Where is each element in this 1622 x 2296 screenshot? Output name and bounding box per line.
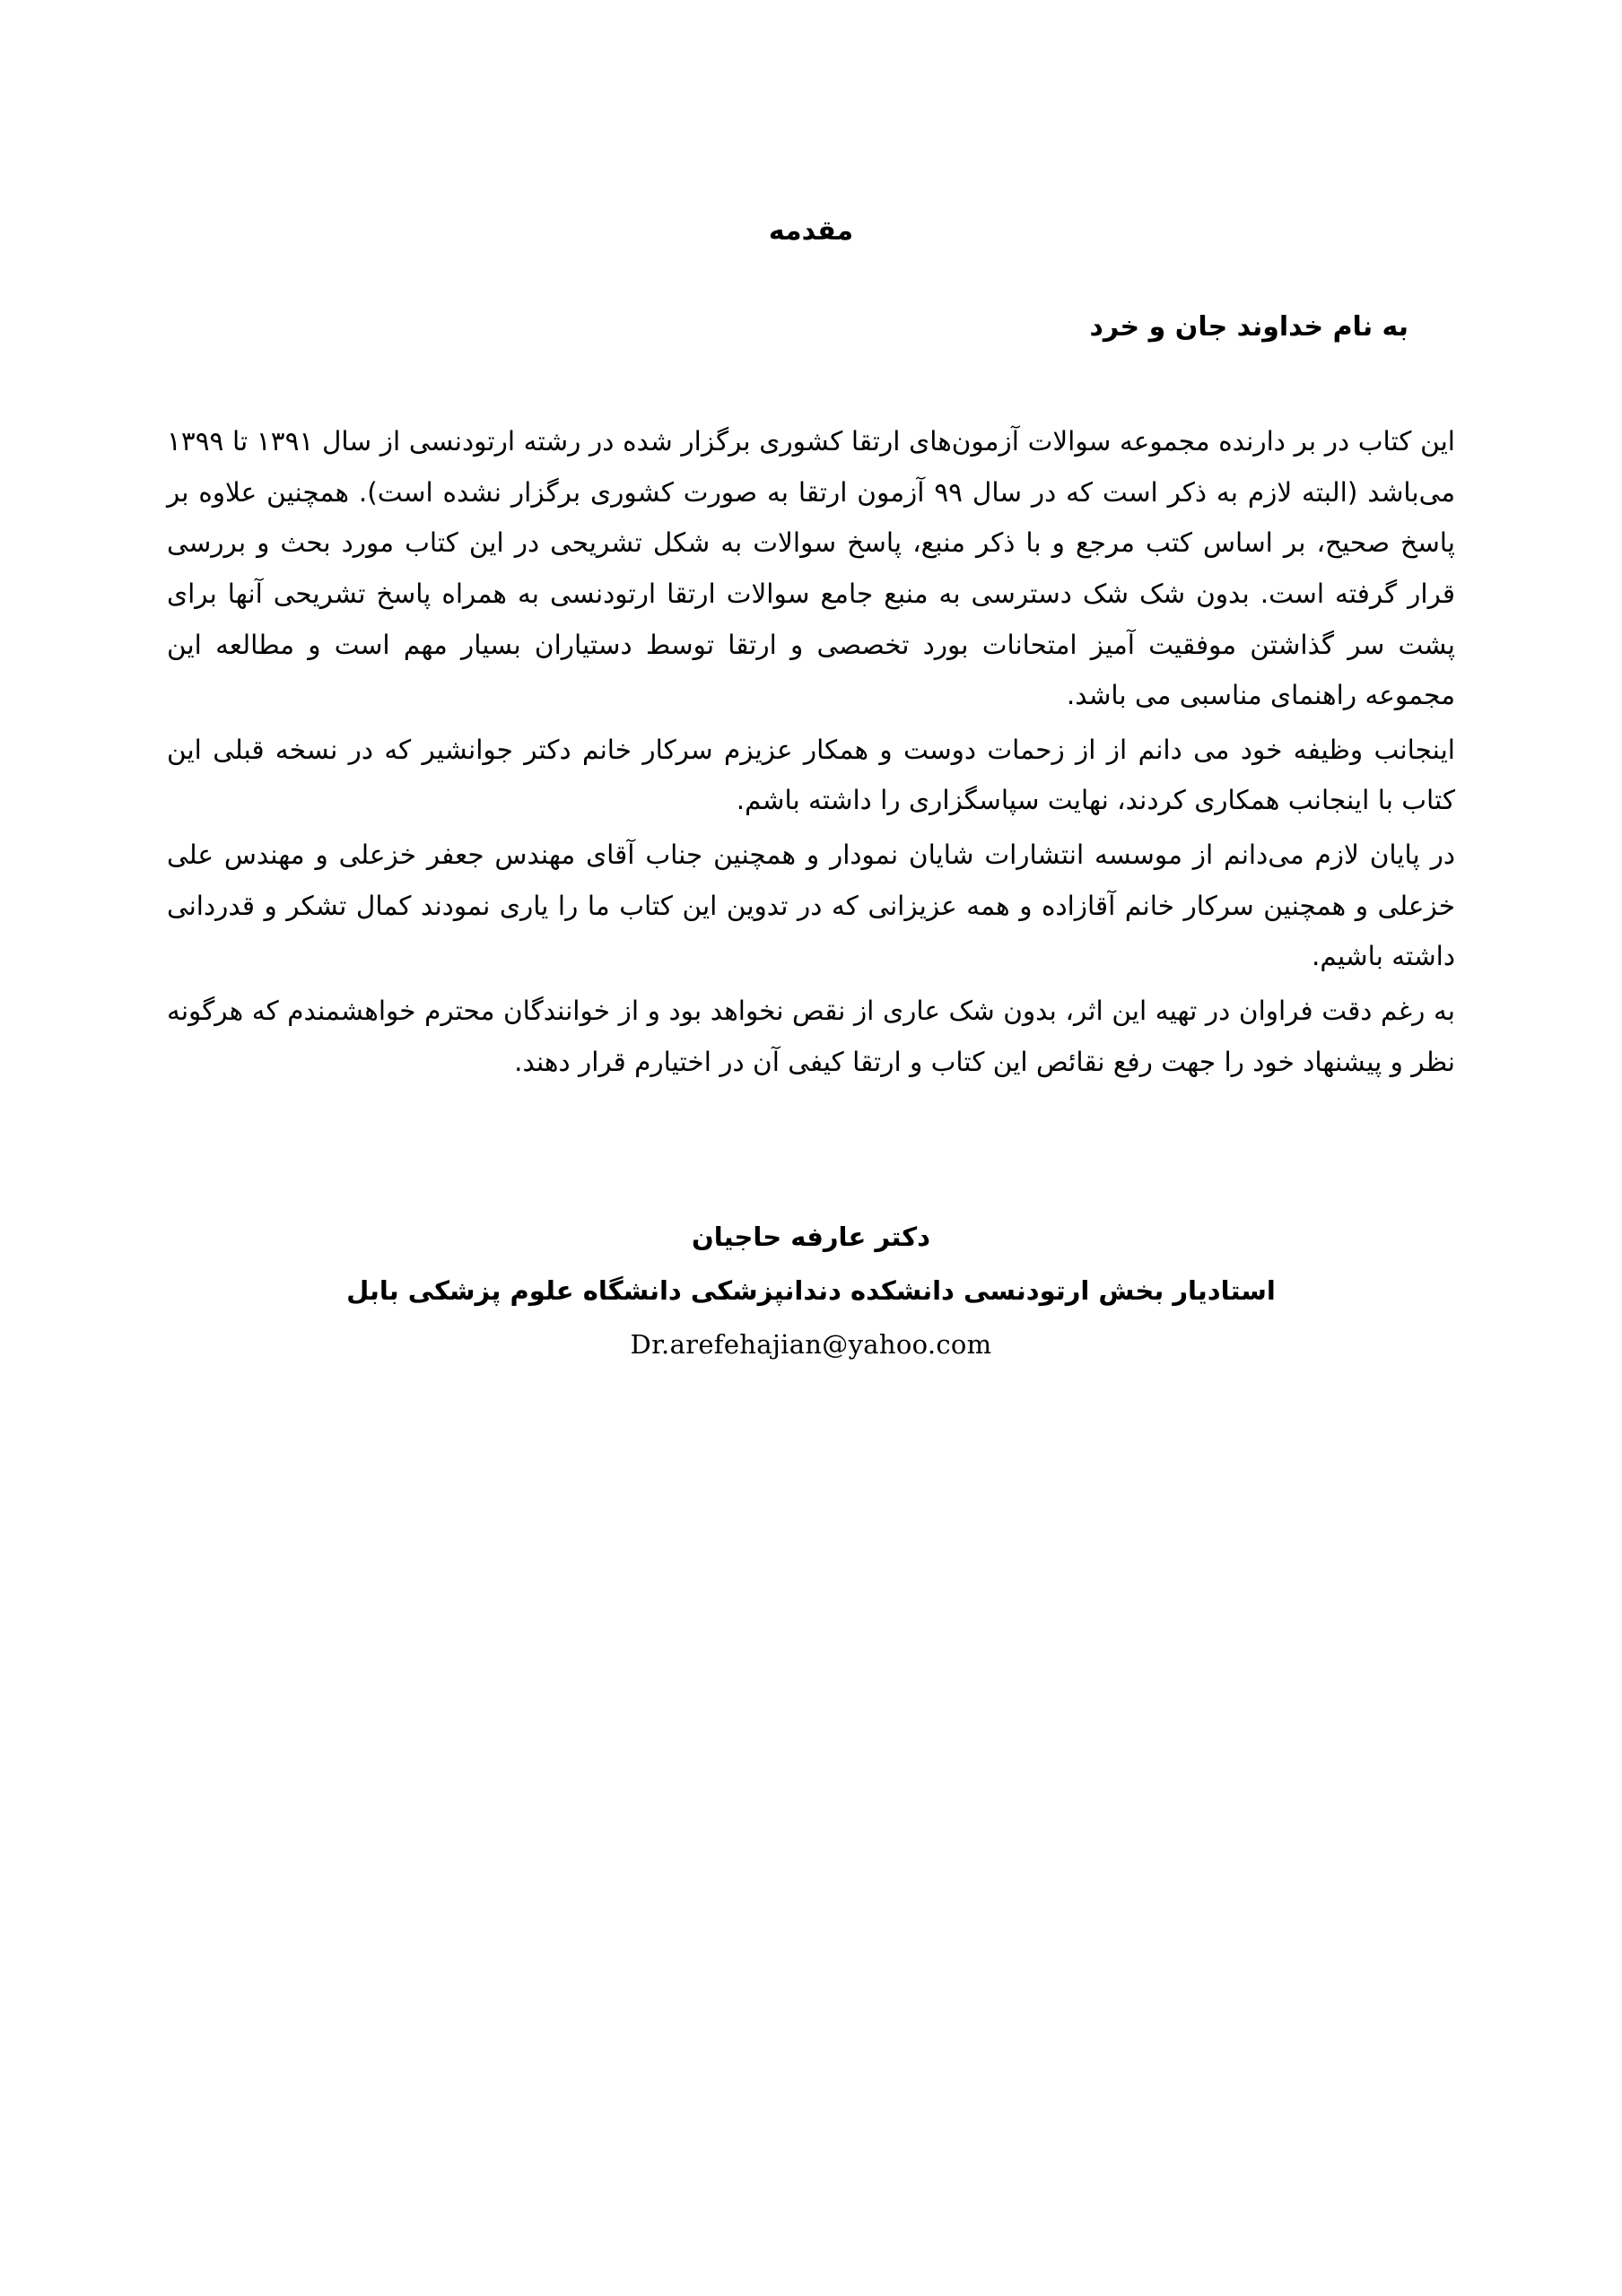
author-affiliation: استادیار بخش ارتودنسی دانشکده دندانپزشکی دانشگاه علوم پزشکی بابل [346,1275,1276,1307]
page-title: مقدمه [768,215,854,247]
author-name: دکتر عارفه حاجیان [692,1222,930,1253]
invocation-line: به نام خداوند جان و خرد [1089,311,1408,343]
paragraph-2: اینجانب وظیفه خود می دانم از از زحمات دوست و همکار عزیزم سرکار خانم دکتر جوانشیر که در نسخه قبلی این کتاب با اینجانب همکاری کردند، نهایت سپاسگزاری را داشته باشم. [167,734,1455,816]
signature-block [167,1222,1455,1360]
paragraph-3: در پایان لازم می‌دانم از موسسه انتشارات شایان نمودار و همچنین جناب آقای مهندس جعفر خزعلی و مهندس علی خزعلی و همچنین سرکار خانم آقازاده و همه عزیزانی که در تدوین این کتاب ما را یاری نمودند کمال تشکر و قدردانی داشته باشیم. [167,839,1455,972]
author-email: Dr.arefehajian@yahoo.com [630,1329,992,1361]
paragraph-4: به رغم دقت فراوان در تهیه این اثر، بدون شک عاری از نقص نخواهد بود و از خوانندگان محترم خواهشمندم که هرگونه نظر و پیشنهاد خود را جهت رفع نقائص این کتاب و ارتقا کیفی آن در اختیارم قرار دهند. [167,995,1455,1077]
paragraph-1: این کتاب در بر دارنده مجموعه سوالات آزمون‌های ارتقا کشوری برگزار شده در رشته ارتودنسی از سال ۱۳۹۱ تا ۱۳۹۹ می‌باشد (البته لازم به ذکر است که در سال ۹۹ آزمون ارتقا به صورت کشوری برگزار نشده است). همچنین علاوه بر پاسخ صحیح، بر اساس کتب مرجع و با ذکر منبع، پاسخ سوالات به شکل تشریحی در این کتاب مورد بحث و بررسی قرار گرفته است. بدون شک شک دسترسی به منبع جامع سوالات ارتقا ارتودنسی به همراه پاسخ تشریحی آنها برای پشت سر گذاشتن موفقیت آمیز امتحانات بورد تخصصی و ارتقا توسط دستیاران بسیار مهم است و مطالعه این مجموعه راهنمای مناسبی می باشد. [167,426,1456,711]
document-content [167,215,1455,1360]
